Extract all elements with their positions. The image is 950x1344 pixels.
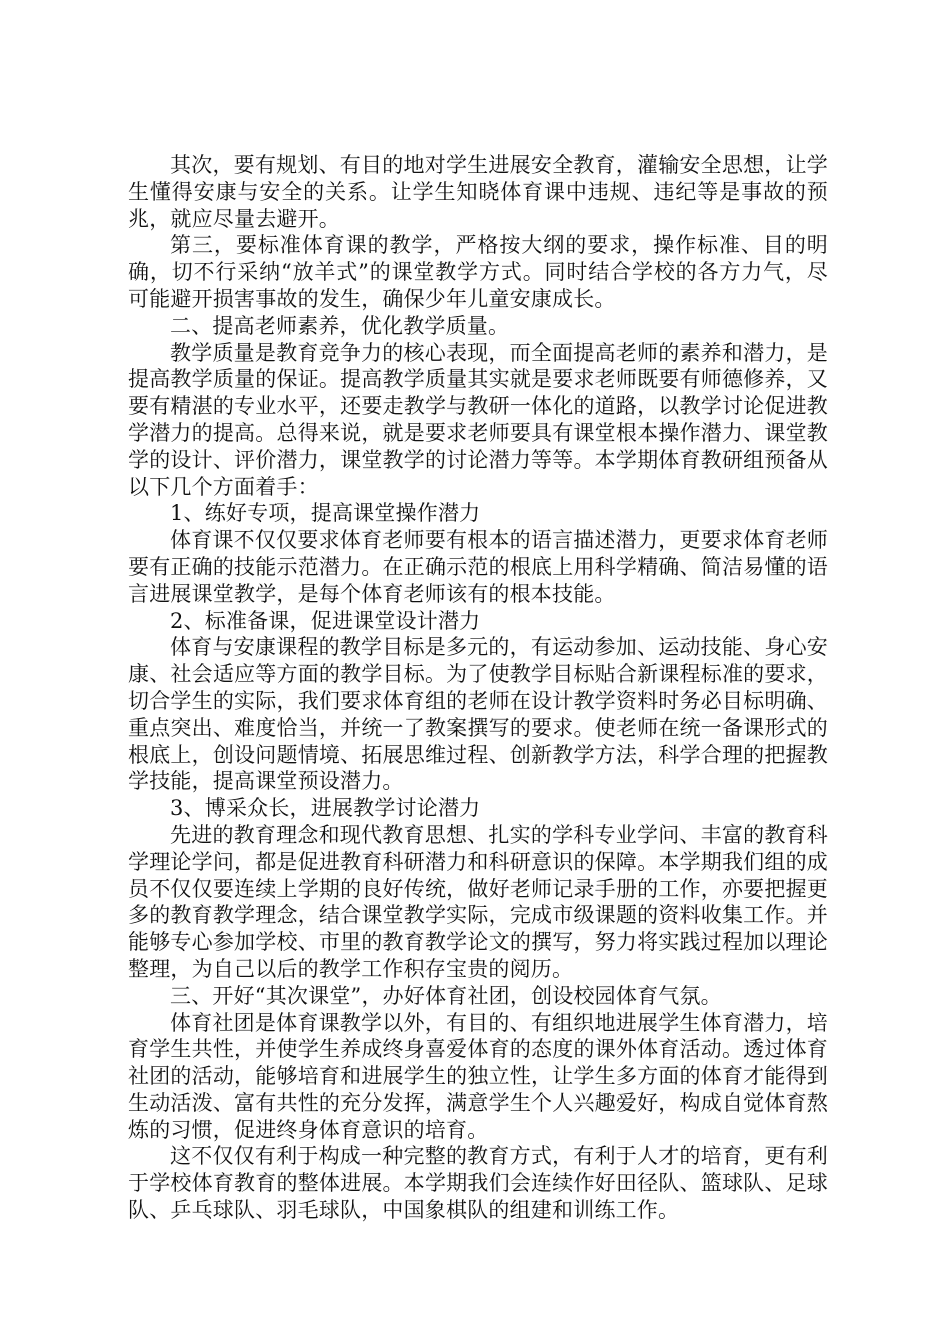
paragraph: 体育社团是体育课教学以外，有目的、有组织地进展学生体育潜力，培育学生共性，并使学生养成终身喜爱体育的态度的课外体育活动。透过体育社团的活动，能够培育和进展学生的独立性，让学生多方面的体育才能得到生动活泼、富有共性的充分发挥，满意学生个人兴趣爱好，构成自觉体育熬炼的习惯，促进终身体育意识的培育。 — [128, 1010, 828, 1142]
paragraph: 这不仅仅有利于构成一种完整的教育方式，有利于人才的培育，更有利于学校体育教育的整体进展。本学期我们会连续作好田径队、篮球队、足球队、乒乓球队、羽毛球队，中国象棋队的组建和训练工作。 — [128, 1144, 828, 1223]
paragraph: 第三，要标准体育课的教学，严格按大纲的要求，操作标准、目的明确，切不行采纳“放羊式”的课堂教学方式。同时结合学校的各方力气，尽可能避开损害事故的发生，确保少年儿童安康成长。 — [128, 233, 828, 311]
subsection-heading: 3、博采众长，进展教学讨论潜力 — [170, 796, 481, 821]
paragraph: 先进的教育理念和现代教育思想、扎实的学科专业学问、丰富的教育科学理论学问，都是促进教育科研潜力和科研意识的保障。本学期我们组的成员不仅仅要连续上学期的良好传统，做好老师记录手册的工作，亦要把握更多的教育教学理念，结合课堂教学实际，完成市级课题的资料收集工作。并能够专心参加学校、市里的教育教学论文的撰写，努力将实践过程加以理论整理，为自己以后的教学工作积存宝贵的阅历。 — [128, 822, 828, 981]
document-body — [128, 152, 828, 1224]
subsection-heading: 2、标准备课，促进课堂设计潜力 — [170, 608, 481, 633]
paragraph: 体育课不仅仅要求体育老师要有根本的语言描述潜力，更要求体育老师要有正确的技能示范潜力。在正确示范的根底上用科学精确、简洁易懂的语言进展课堂教学，是每个体育老师该有的根本技能。 — [128, 528, 828, 606]
paragraph: 体育与安康课程的教学目标是多元的，有运动参加、运动技能、身心安康、社会适应等方面的教学目标。为了使教学目标贴合新课程标准的要求，切合学生的实际，我们要求体育组的老师在设计教学资料时务必目标明确、重点突出、难度恰当，并统一了教案撰写的要求。使老师在统一备课形式的根底上，创设问题情境、拓展思维过程、创新教学方法，科学合理的把握教学技能，提高课堂预设潜力。 — [128, 635, 828, 794]
section-heading: 二、提高老师素养，优化教学质量。 — [170, 313, 510, 338]
paragraph: 其次，要有规划、有目的地对学生进展安全教育，灌输安全思想，让学生懂得安康与安全的关系。让学生知晓体育课中违规、违纪等是事故的预兆，就应尽量去避开。 — [128, 153, 828, 231]
section-heading: 三、开好“其次课堂”，办好体育社团，创设校园体育气氛。 — [170, 983, 722, 1008]
paragraph: 教学质量是教育竞争力的核心表现，而全面提高老师的素养和潜力，是提高教学质量的保证。提高教学质量其实就是要求老师既要有师德修养，又要有精湛的专业水平，还要走教学与教研一体化的道路，以教学讨论促进教学潜力的提高。总得来说，就是要求老师要具有课堂根本操作潜力、课堂教学的设计、评价潜力，课堂教学的讨论潜力等等。本学期体育教研组预备从以下几个方面着手： — [128, 340, 828, 499]
subsection-heading: 1、练好专项，提高课堂操作潜力 — [170, 501, 481, 526]
